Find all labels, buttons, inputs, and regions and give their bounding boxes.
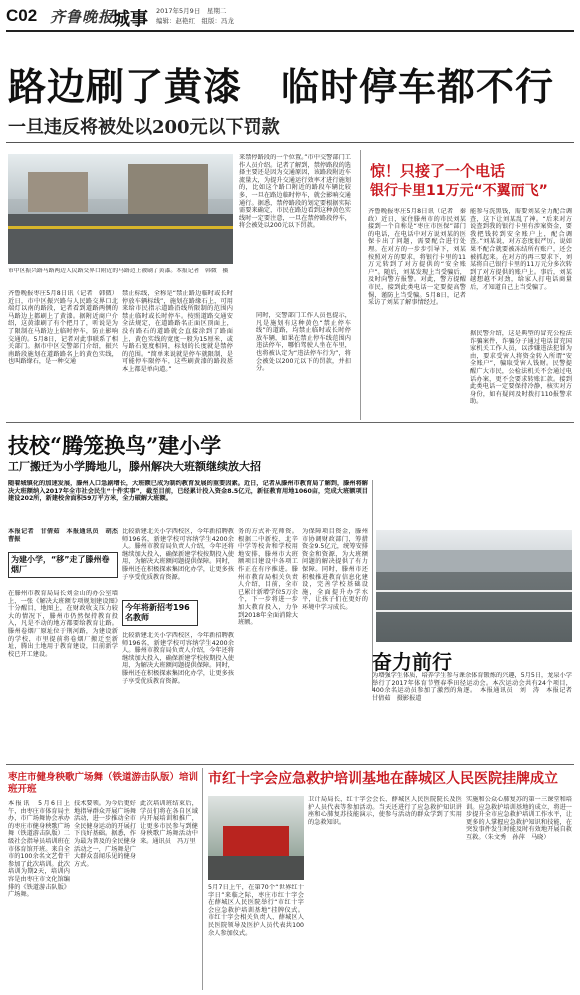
redcross-body-col2: 卫计局局长、红十字会会长、薛城区人民医院院长及医护人员代表等参加活动。当天还进行了应急救护知识讲座和心肺复苏技能演示，使参与活动的群众学到了实用的急救知识。 bbox=[308, 796, 462, 826]
sports-headline: 奋力前行 bbox=[372, 650, 452, 674]
section-rule bbox=[6, 764, 574, 765]
scam-headline-1: 惊！只接了一个电话 bbox=[370, 162, 506, 180]
lead-body-col3: 来禁停路段的一个位置。”市中交警部门工作人员介绍。记者了解到，禁停路段的选择主要还是因为交通原因，该路段附近车流量大，为提升交通运行效率才进行施划的，比如这个路口附近的路段车辆比较多，一旦在路边临时停车，就会影响交通通行。据悉，禁停路段的划定要根据实际需要来确定，市民在路边看到这种黄色实线时一定要注意，一旦在禁停路段停车，将会被处以200元以下罚款。 bbox=[239, 154, 351, 230]
scam-body-col2: 能参与洗黑钱，需要刘某全力配合调查，这下让刘某乱了神。“后来对方说查到我的银行卡里有涉案资金，要我把钱转到安全账户上，配合调查。”刘某说，对方态度很严厉，说如果不配合就要被冻结所有账户，还会被抓起来。在对方的再三要求下，刘某将自己银行卡里的11万元分多次转到了对方提供的账户上。事后，刘某越想越不对劲，给家人打电话商量后，才知道自己上当受骗了。 bbox=[470, 208, 572, 291]
dance-body-col3: 此次培训班结束后，学员们将在各自区域内开展培训和推广，让更多市民参与到健身秧歌广场舞活动中来。通讯员 冯万里 bbox=[140, 800, 198, 845]
editors: 编辑：赵艳红 组版：冯龙 bbox=[156, 17, 234, 25]
dance-body-col1: 本报讯 5月6日上午，由枣庄市体育局主办，市广场舞协会承办的枣庄市健身秧歌广场舞（铁道游击队版）二级社会指导员培训班在市体育馆开班。来自全市的100余名文艺骨干参加了此次培训。此次培训为期2天，培训内容是由枣庄市文化馆编排的《铁道游击队版》广场舞。 bbox=[8, 800, 70, 899]
dance-headline: 枣庄市健身秧歌广场舞（铁道游击队版）培训班开班 bbox=[8, 772, 199, 795]
lead-rule bbox=[6, 142, 574, 143]
lead-headline: 路边刷了黄漆 临时停车都不行 bbox=[8, 64, 555, 109]
lead-subhead: 一旦违反将被处以200元以下罚款 bbox=[8, 117, 280, 138]
column-divider bbox=[202, 768, 203, 990]
scam-headline-2: 银行卡里11万元“不翼而飞” bbox=[370, 183, 548, 199]
school-body-col1: 在滕州市教育局局长刘金山的办公室墙上，一张《解决大班额专项规划建设图》十分醒目，地图上，在财政收支压力较大的情况下，滕州市仍然保持教育投入，凡是不动的地方都要给教育让路。滕州卷烟厂原址位于荆河路，为建设新的学校，市里提前将卷烟厂搬迁至新址，腾出土地用于教育建设，目前新学校已开工建设。 bbox=[8, 590, 118, 658]
lead-body-col2: 禁止标线，全称是“禁止路边临时或长时停放车辆标线”，施划在路缘石上，可用来给市民指示道路沿线所限制的范围内禁止临时或长时停车。按照道路交通安全法规定，在道路路名正面区顶面上，没有路石的道路就会直接涂到了路面上，黄色实线的宽度一般为15厘米，或与路石宽度相同，标划的长度就是禁停的范围。“简单来说就是停车就限制，是可能停车限停车，这些刷黄漆的路段基本上都是单向道。” bbox=[122, 290, 233, 373]
page-number: C02 bbox=[6, 6, 38, 25]
sports-photo bbox=[376, 530, 572, 642]
redcross-body-col1: 5月7日上午，在第70个“世界红十字日”来临之际，枣庄市红十字会在薛城区人民医院举行“市红十字会应急救护培训基地”挂牌仪式。市红十字会相关负责人、薛城区人民医院领导及医护人员代表共100余人参加仪式。 bbox=[208, 884, 304, 937]
scam-body-col1: 齐鲁晚报枣庄5月8日讯（记者 秦政）近日，家住滕州市的市民刘某接到一个自称是“枣庄市医保”部门的电话，在电话中对方说刘某的医保卡出了问题，需要配合进行处理。在对方的一步步引导下，刘某按照对方的要求，将银行卡里的11万元转到了对方提供的“安全账户”。随后，刘某发现上当受骗后，及时向警方报警。对此，警方提醒市民，接到此类电话一定要提高警惕，谨防上当受骗。5月8日，记者采访了刘某了解事情经过。 bbox=[368, 208, 466, 307]
lead-body-col1: 齐鲁晚报枣庄5月8日讯（记者 韩微）近日，市中区振兴路与人民路交界口北端灯以南的路段，记者看到道路两侧的马路边上都刷上了黄漆。据附近商户介绍，这黄漆刷了有个把月了，听说是为了限制在马路边上临时停车，防止影响交通的。5月8日，记者对此事联系了相关部门。据市中区交警部门介绍，振兴南路段施划在道路路名上的黄色实线，也叫路缘石，是一种交通 bbox=[8, 290, 118, 366]
lead-photo-caption: 市中区振兴路马路两边人民路交界口附近的马路边上被刷了黄漆。本报记者 韩微 摄 bbox=[8, 268, 229, 274]
school-body-col2b: 比较新建北关小学西校区，今年新招聘教师196名，新建学校可容纳学生4200余人。滕州市教育局负责人介绍，今年还将继续加大投入，确保新建学校按期投入使用，为解决大班额问题提供保障。同时，滕州还在积极探索集团化办学，让更多孩子享受优质教育资源。 bbox=[122, 632, 234, 685]
dance-body-col2: 技术要领。为今后更好地指导群众开展广场舞活动，进一步推动全市全民健身运动的开展打下良好基础。据悉，作为最为普及的全民健身活动之一，广场舞是广大群众喜闻乐见的健身方式。 bbox=[74, 800, 136, 868]
masthead-logo: 齐鲁晚报 bbox=[50, 8, 115, 26]
sports-caption: 为增强学生体质，培养学生参与课余体育锻炼的兴趣，5月5日，龙泉小学举行了2017年体育节暨春季田径运动会。本次运动会共有24个项目，400余名运动员参加了激烈的角逐。 本报通讯员 刘 涛 本报记者 甘倩茹 摄影报道 bbox=[372, 672, 572, 702]
header-rule bbox=[6, 30, 574, 32]
school-subtitle-2: 今年将新招考196名教师 bbox=[122, 600, 198, 626]
school-headline: 技校“腾笼换鸟”建小学 bbox=[8, 433, 222, 458]
lead-photo bbox=[8, 154, 233, 264]
school-intro: 随着城镇化的加速发展，滕州人口急剧增长，大班额已成为制约教育发展的重要因素。近日，记者从滕州市教育局了解到，滕州将解决大班额纳入2017年全市社会民生“十件实事”，截至目前，已经累计投入资金8.5亿元，新征教育用地1060亩，完成大班额项目建设202所，新建校舍面积59万平方米，全力破解大班额。 bbox=[8, 480, 368, 503]
issue-date: 2017年5月9日 星期二 bbox=[156, 7, 227, 15]
redcross-headline: 市红十字会应急救护培训基地在薛城区人民医院挂牌成立 bbox=[208, 771, 558, 787]
school-body-col2: 比较新建北关小学西校区，今年新招聘教师196名，新建学校可容纳学生4200余人。滕州市教育局负责人介绍，今年还将继续加大投入，确保新建学校按期投入使用，为解决大班额问题提供保障。同时，滕州还在积极探索集团化办学，让更多孩子享受优质教育资源。 bbox=[122, 528, 234, 581]
school-byline: 本报记者 甘倩茹 本报通讯员 胡杰 曹振 bbox=[8, 528, 118, 543]
school-subhead: 工厂搬迁为小学腾地儿，滕州解决大班额继续放大招 bbox=[8, 460, 261, 473]
school-subtitle-1: 为建小学，“移”走了滕州卷烟厂 bbox=[8, 552, 118, 578]
scam-body-col3: 据民警介绍，这是典型的冒充公检法诈骗案件，诈骗分子通过电话冒充国家机关工作人员，以涉嫌违法犯罪为由，要求受害人将资金转入所谓“安全账户”，骗取受害人钱财。民警提醒广大市民，公检法机关不会通过电话办案，更不会要求转账汇款。接到此类电话一定要保持冷静，核实对方身份，如有疑问及时拨打110报警求助。 bbox=[470, 330, 572, 406]
school-body-col3: 务的方式补充师资。根据二中新校、北辛中学等校舍和学校用地安排，滕州市大班额项目建设中各项工作正在有序推进。滕州市教育局相关负责人介绍，目前，全市已累计新增学位5万余个，下一步将进一步加大教育投入，力争到2018年全面消除大班额。 bbox=[238, 528, 298, 627]
section-name: 城事 bbox=[112, 9, 148, 30]
lead-body-col4: 同时，交警部门工作人员也提示，凡是施划有这种黄色“禁止停车线”的道路，均禁止临时或长时停放车辆，如果在禁止停车线范围内违法停车，哪怕驾驶人坐在车里，也将被认定为“违法停车行为”，将会被处以200元以下的罚款，并扣分。 bbox=[256, 312, 351, 373]
section-rule bbox=[6, 422, 574, 423]
school-body-col4: 为保障项目资金，滕州市协调财政部门，筹措资金9.5亿元，统筹安排资金和资源，为大班额问题的解决提供了有力保障。同时，滕州市还积极推进教育信息化建设，完善学校基础设施，全面提升办学水平，让孩子们在更好的环境中学习成长。 bbox=[302, 528, 368, 611]
column-divider bbox=[360, 150, 361, 420]
redcross-body-col3: 实施和公众心肺复苏的第一三课堂和培训。应急救护培训基地的成立，将进一步提升全市应急救护培训工作水平，让更多的人掌握应急救护知识和技能，在突发事件发生时能及时有效地开展自救互救。（朱文秀 孙萍 马晓） bbox=[466, 796, 572, 841]
redcross-photo bbox=[208, 796, 304, 880]
